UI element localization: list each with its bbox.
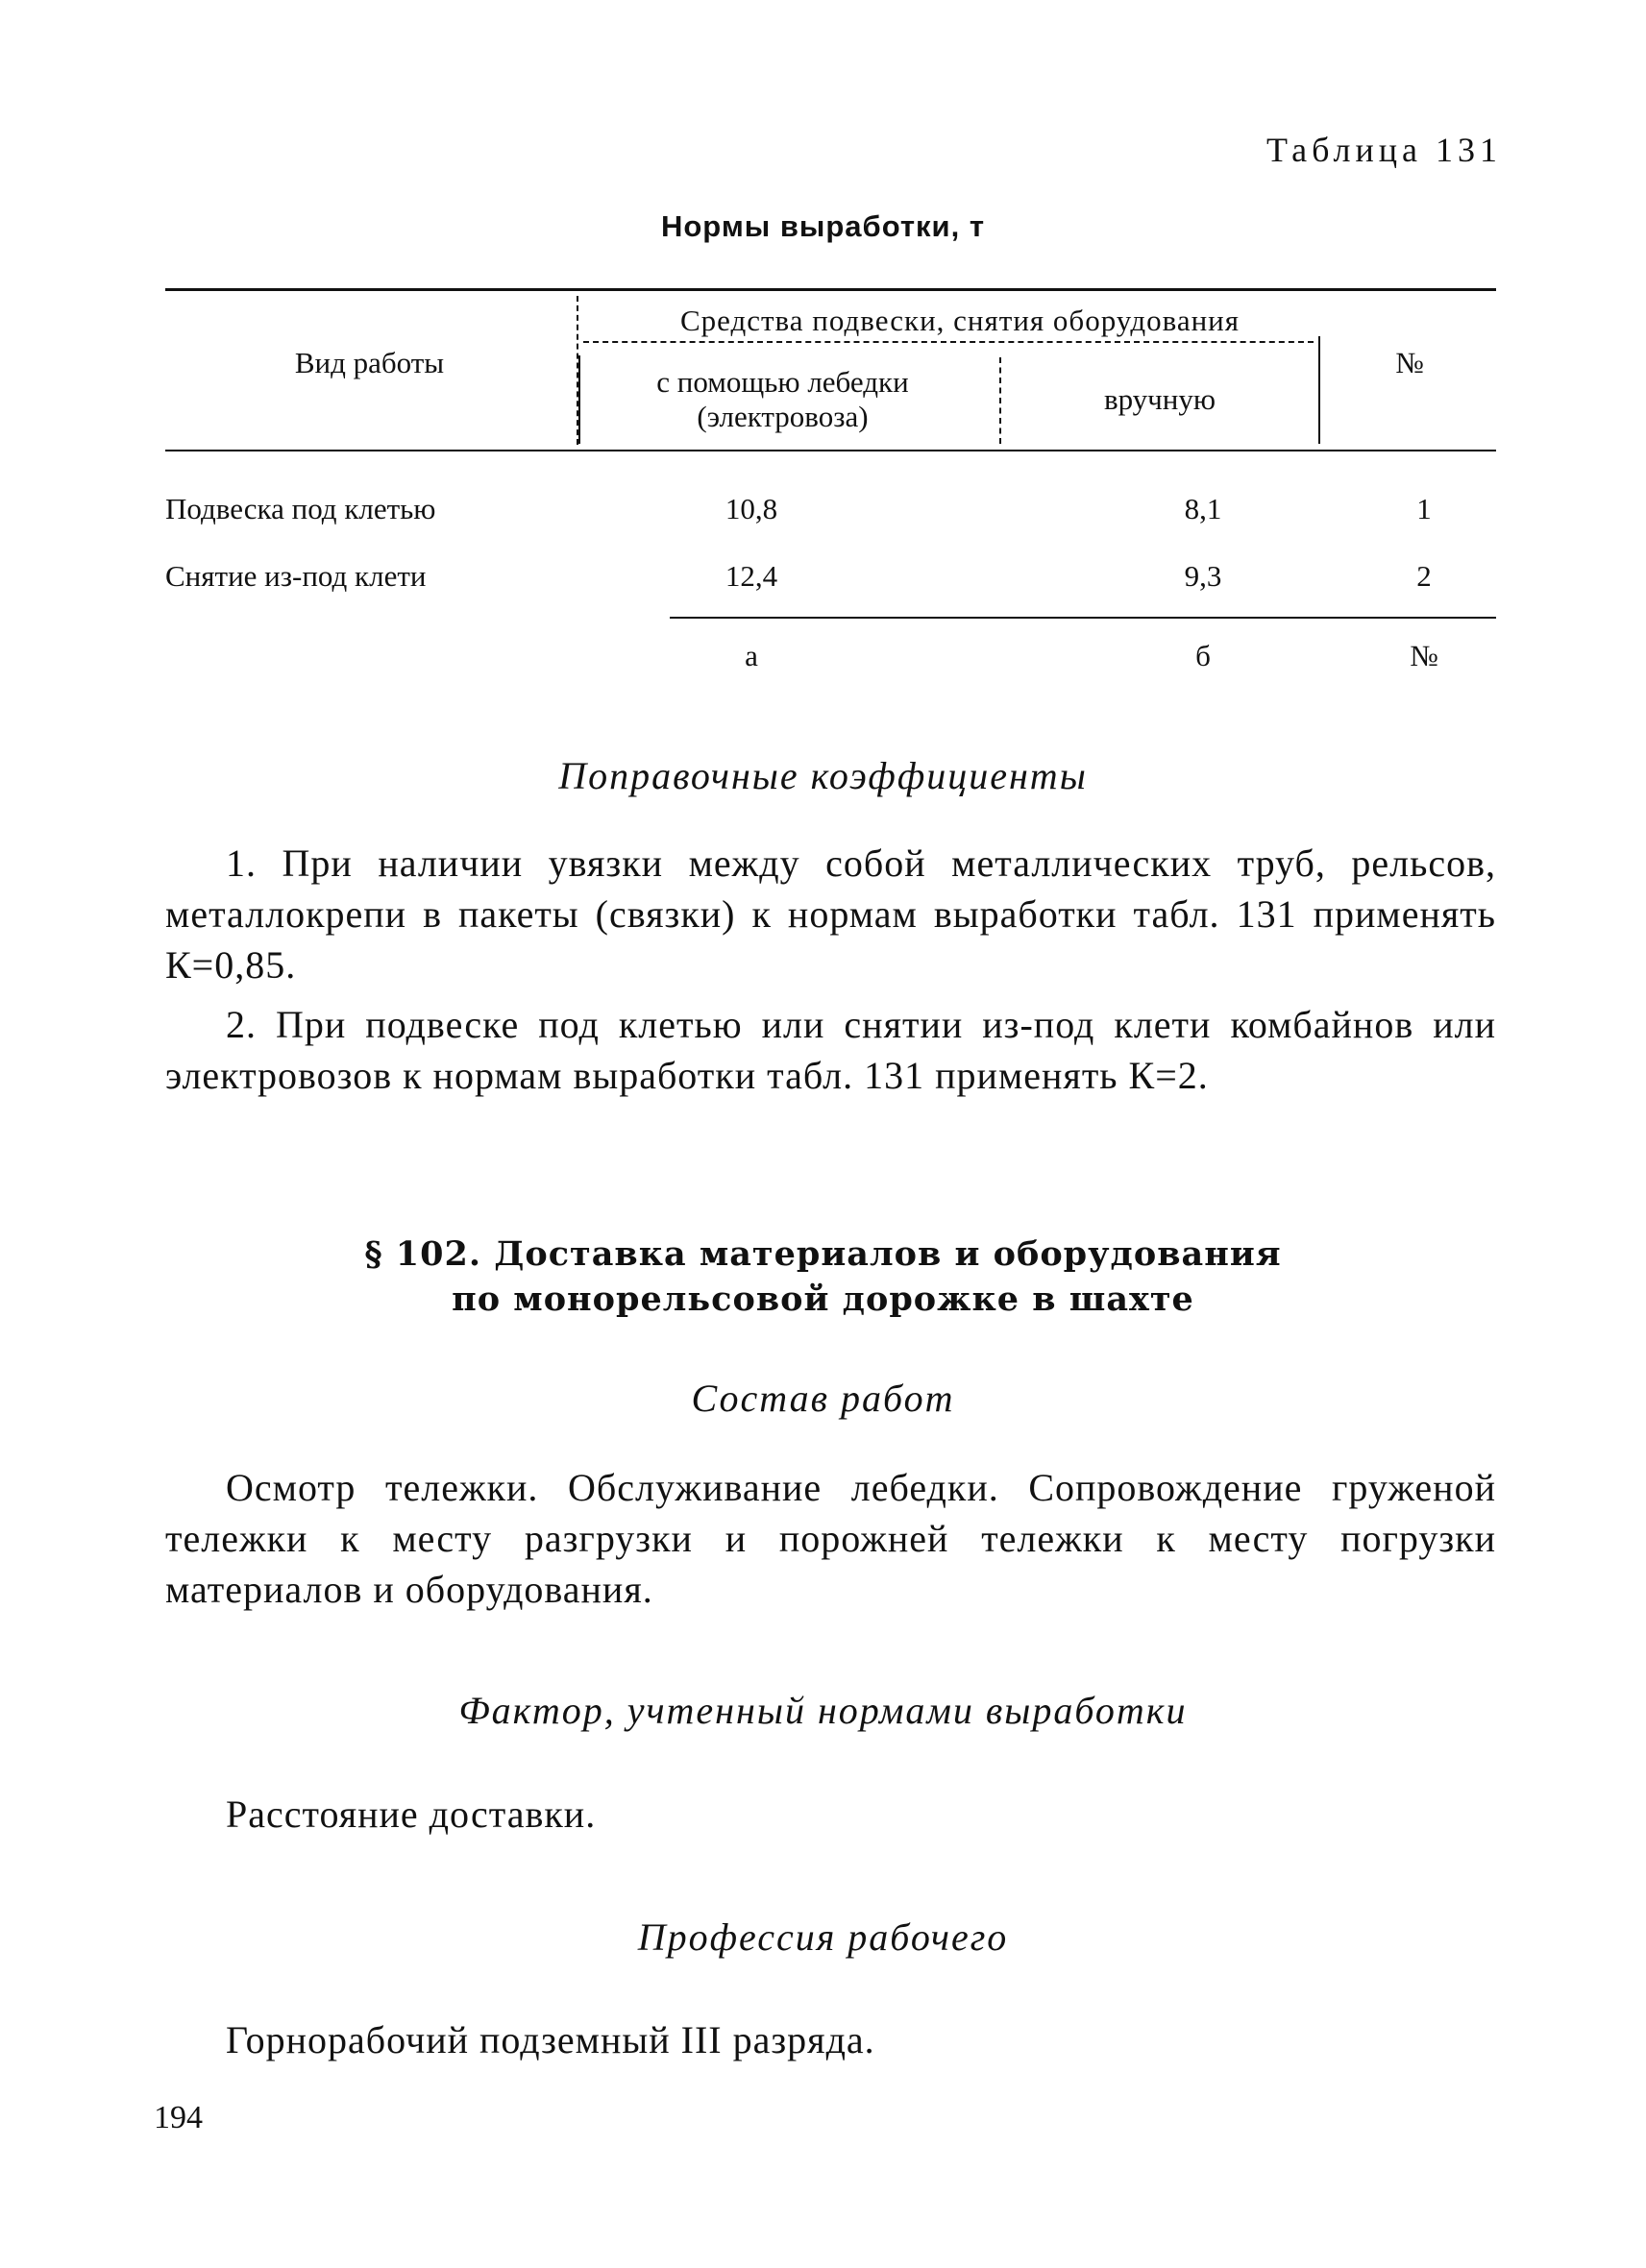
row-2-winch: 12,4: [725, 559, 778, 593]
table-vsep-3: [1318, 336, 1320, 444]
row-1-winch: 10,8: [725, 492, 778, 525]
row-1-num: 1: [1416, 492, 1432, 525]
factor-heading: Фактор, учтенный нормами выработки: [458, 1689, 1188, 1732]
profession: [165, 2014, 1496, 2065]
profession-heading: Профессия рабочего: [637, 1915, 1009, 1959]
header-group: Средства подвески, снятия оборудования: [679, 304, 1241, 337]
correction-2-text: 2. При подвеске под клетью или снятии из-под клети комбайнов или электровозов к нормам выработки табл. 131 применять К=2.: [165, 1003, 1496, 1097]
table-title: Нормы выработки, т: [660, 209, 986, 243]
row-1-manual: 8,1: [1184, 492, 1222, 525]
table-vsep-4: [578, 355, 580, 444]
row-1-work: Подвеска под клетью: [165, 492, 436, 525]
header-winch: с помощью лебедки (электровоза): [656, 365, 909, 433]
section-title-line-2: по монорельсовой дорожке в шахте: [452, 1280, 1194, 1319]
profession-text: Горнорабочий подземный III разряда.: [226, 2018, 875, 2061]
section-title-line-1: § 102. Доставка материалов и оборудования: [364, 1234, 1282, 1274]
correction-2: [165, 999, 1496, 1101]
table-group-underline: [583, 341, 1314, 343]
row-2-manual: 9,3: [1184, 559, 1222, 593]
table-header-rule: [165, 450, 1496, 451]
correction-1-text: 1. При наличии увязки между собой металлических труб, рельсов, металлокрепи в пакеты (связки) к нормам выработки табл. 131 применять К=0,85.: [165, 841, 1496, 987]
table-top-rule: [165, 288, 1496, 291]
corrections-heading: Поправочные коэффициенты: [558, 754, 1088, 797]
header-number: №: [1395, 346, 1424, 379]
correction-1: [165, 838, 1496, 990]
factor: [165, 1789, 1496, 1840]
factor-text: Расстояние доставки.: [226, 1792, 597, 1836]
table-vsep-2: [999, 357, 1001, 444]
footer-num: №: [1410, 639, 1438, 672]
table-label: Таблица 131: [1266, 131, 1502, 169]
work-composition-text: Осмотр тележки. Обслуживание лебедки. Сопровождение груженой тележки к месту разгрузки и порожней тележки к месту погрузки материалов и оборудования.: [165, 1466, 1496, 1611]
page-number: 194: [154, 2100, 203, 2135]
table-footer-rule: [670, 617, 1496, 619]
footer-a: а: [745, 639, 758, 672]
footer-b: б: [1195, 639, 1211, 672]
row-2-num: 2: [1416, 559, 1432, 593]
work-composition-heading: Состав работ: [691, 1377, 955, 1420]
output-norms-table: [165, 288, 1496, 692]
work-composition: [165, 1462, 1496, 1615]
header-work-type: Вид работы: [294, 346, 445, 379]
header-manual: вручную: [1103, 382, 1216, 416]
section-title: [0, 1232, 1646, 1322]
row-2-work: Снятие из-под клети: [165, 559, 427, 593]
